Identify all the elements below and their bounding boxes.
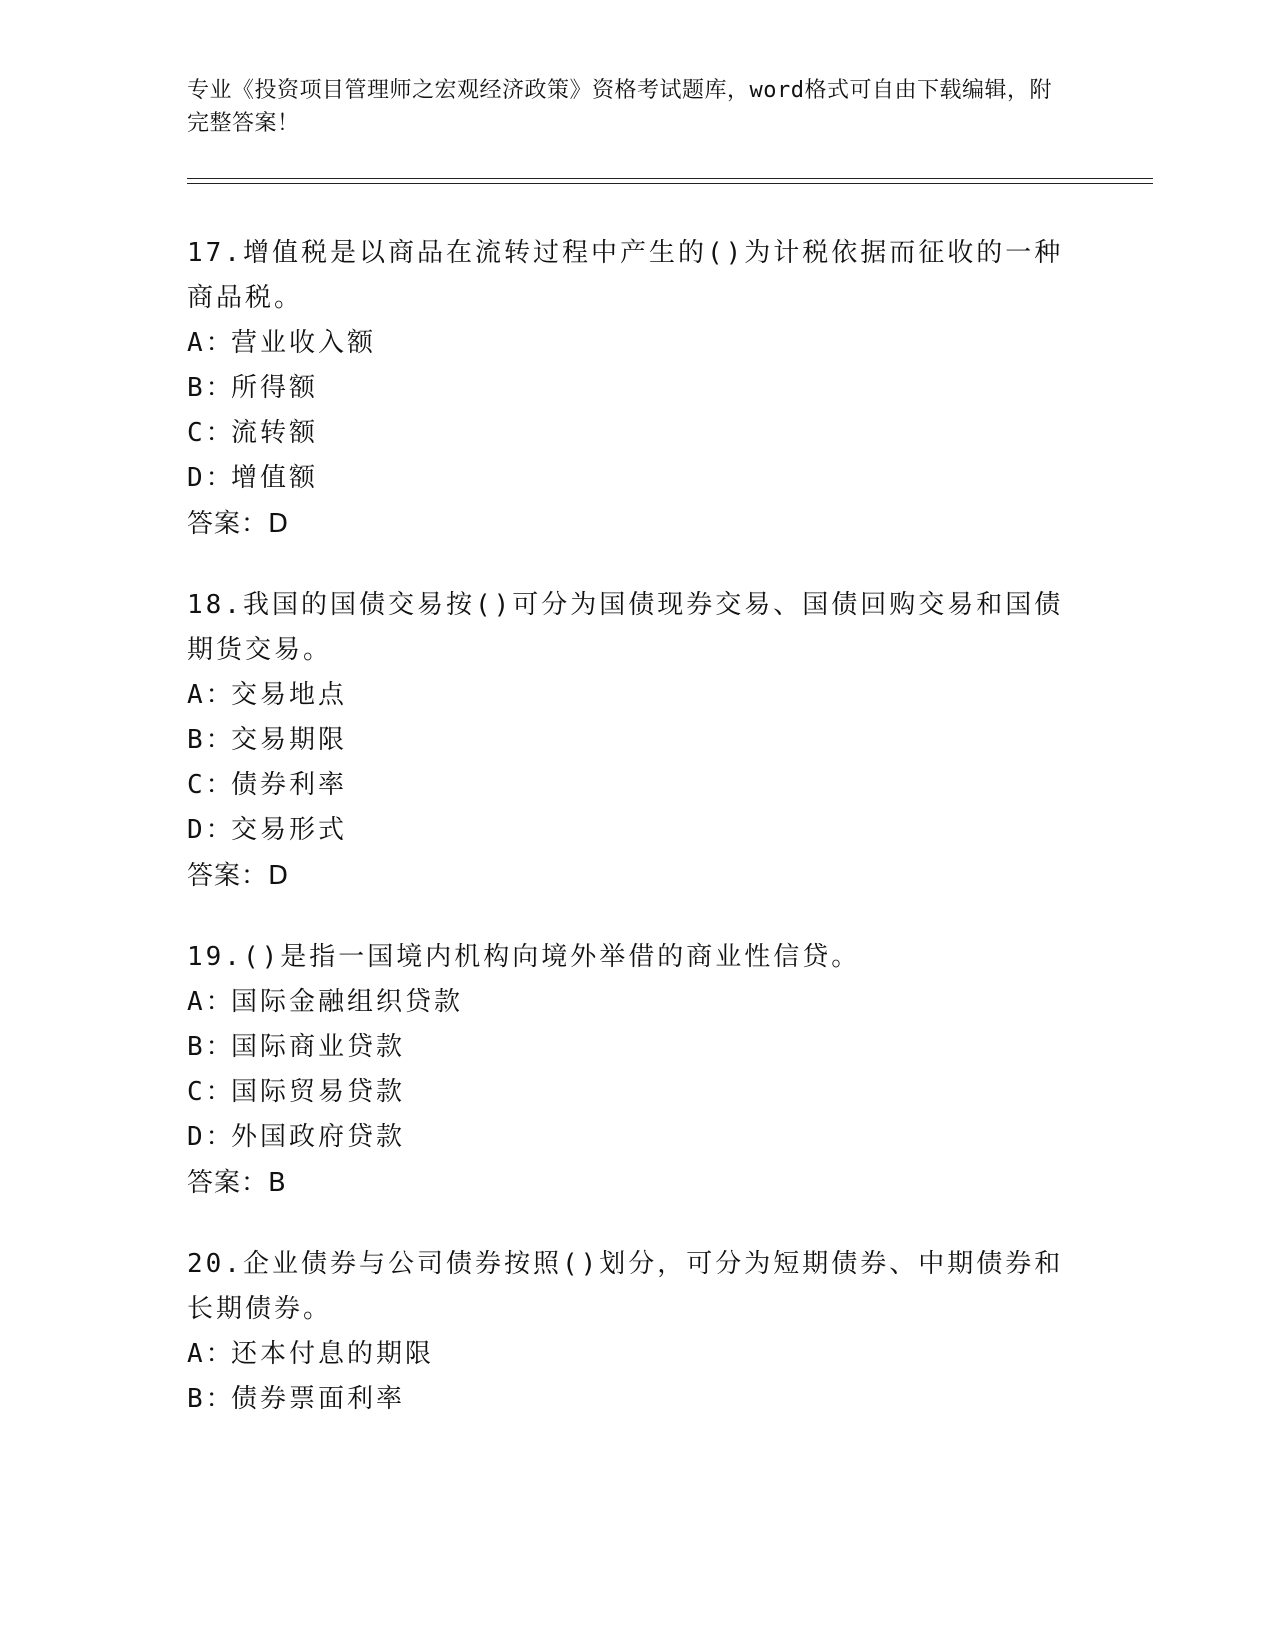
question-stem: 18.我国的国债交易按()可分为国债现券交易、国债回购交易和国债期货交易。 bbox=[187, 590, 1064, 665]
option-key: C： bbox=[187, 770, 235, 800]
option-d bbox=[187, 456, 1087, 501]
question-17 bbox=[187, 231, 1087, 547]
question-stem: 17.增值税是以商品在流转过程中产生的()为计税依据而征收的一种商品税。 bbox=[187, 238, 1064, 313]
option-key: A： bbox=[187, 328, 235, 358]
option-text: 营业收入额 bbox=[231, 328, 377, 358]
answer-line: 答案：B bbox=[187, 1168, 287, 1198]
option-c bbox=[187, 1070, 1087, 1115]
option-a bbox=[187, 980, 1087, 1025]
option-text: 国际贸易贷款 bbox=[231, 1077, 406, 1107]
option-text: 外国政府贷款 bbox=[231, 1122, 406, 1152]
question-20 bbox=[187, 1242, 1087, 1422]
option-key: C： bbox=[187, 418, 235, 448]
option-key: D： bbox=[187, 1122, 235, 1152]
option-text: 国际金融组织贷款 bbox=[231, 987, 464, 1017]
option-b bbox=[187, 718, 1087, 763]
answer-line: 答案：D bbox=[187, 861, 290, 891]
option-b bbox=[187, 1377, 1087, 1422]
option-key: C： bbox=[187, 1077, 235, 1107]
question-stem: 19.()是指一国境内机构向境外举借的商业性信贷。 bbox=[187, 942, 861, 972]
question-stem: 20.企业债券与公司债券按照()划分，可分为短期债券、中期债券和长期债券。 bbox=[187, 1249, 1064, 1324]
option-key: A： bbox=[187, 680, 235, 710]
question-19 bbox=[187, 935, 1087, 1206]
option-d bbox=[187, 808, 1087, 853]
option-text: 债券票面利率 bbox=[231, 1384, 406, 1414]
option-a bbox=[187, 321, 1087, 366]
option-text: 交易地点 bbox=[231, 680, 348, 710]
option-text: 交易期限 bbox=[231, 725, 348, 755]
option-text: 交易形式 bbox=[231, 815, 348, 845]
option-c bbox=[187, 763, 1087, 808]
document-header: 专业《投资项目管理师之宏观经济政策》资格考试题库，word格式可自由下载编辑，附完整答案！ bbox=[187, 78, 1052, 136]
option-key: D： bbox=[187, 463, 235, 493]
option-a bbox=[187, 673, 1087, 718]
header-rule-top bbox=[187, 178, 1153, 179]
option-key: A： bbox=[187, 987, 235, 1017]
option-a bbox=[187, 1332, 1087, 1377]
option-key: B： bbox=[187, 725, 235, 755]
option-key: D： bbox=[187, 815, 235, 845]
option-key: B： bbox=[187, 1032, 235, 1062]
option-key: B： bbox=[187, 1384, 235, 1414]
option-d bbox=[187, 1115, 1087, 1160]
option-text: 还本付息的期限 bbox=[231, 1339, 435, 1369]
option-text: 增值额 bbox=[231, 463, 319, 493]
question-18 bbox=[187, 583, 1087, 899]
option-text: 债券利率 bbox=[231, 770, 348, 800]
option-text: 流转额 bbox=[231, 418, 319, 448]
question-list bbox=[187, 231, 1087, 1458]
option-b bbox=[187, 1025, 1087, 1070]
option-key: B： bbox=[187, 373, 235, 403]
option-key: A： bbox=[187, 1339, 235, 1369]
option-text: 国际商业贷款 bbox=[231, 1032, 406, 1062]
option-text: 所得额 bbox=[231, 373, 319, 403]
option-c bbox=[187, 411, 1087, 456]
answer-line: 答案：D bbox=[187, 509, 290, 539]
option-b bbox=[187, 366, 1087, 411]
header-rule-bottom bbox=[187, 183, 1153, 184]
